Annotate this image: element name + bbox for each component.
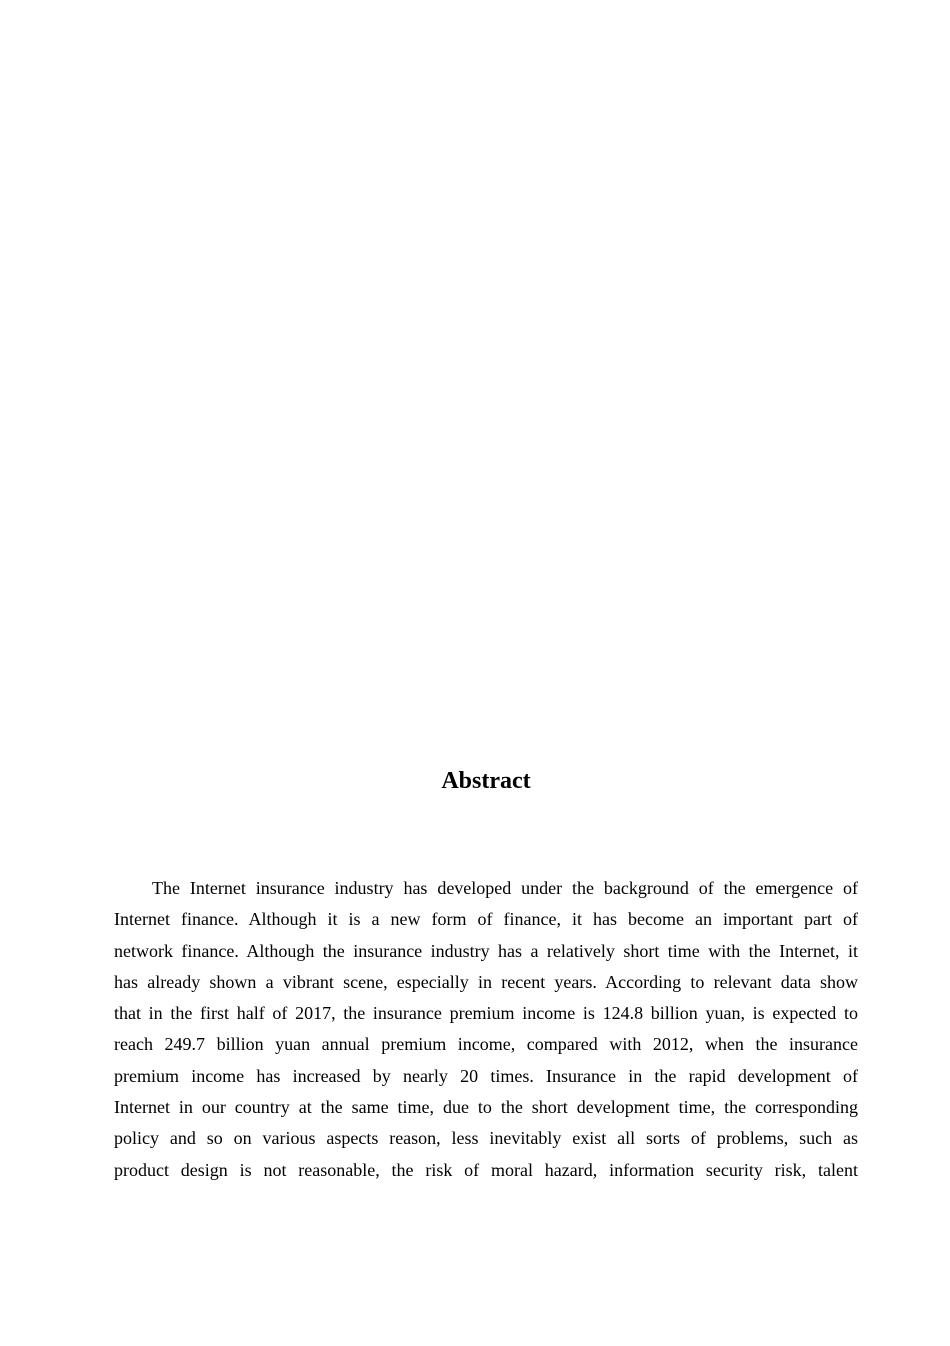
abstract-line: network finance. Although the insurance industry has a relatively short time with the Internet, it bbox=[114, 940, 858, 961]
abstract-paragraph bbox=[114, 873, 858, 1186]
abstract-line: premium income has increased by nearly 20 times. Insurance in the rapid development of bbox=[114, 1065, 858, 1086]
abstract-line: Internet in our country at the same time, due to the short development time, the corresponding bbox=[114, 1097, 858, 1118]
abstract-line: Internet finance. Although it is a new form of finance, it has become an important part of bbox=[114, 909, 858, 930]
abstract-line: The Internet insurance industry has developed under the background of the emergence of bbox=[152, 878, 858, 898]
abstract-heading: Abstract bbox=[441, 768, 531, 794]
abstract-line: product design is not reasonable, the risk of moral hazard, information security risk, talent bbox=[114, 1159, 858, 1180]
abstract-line: that in the first half of 2017, the insurance premium income is 124.8 billion yuan, is expected to bbox=[114, 1003, 858, 1024]
abstract-line: reach 249.7 billion yuan annual premium income, compared with 2012, when the insurance bbox=[114, 1034, 858, 1055]
abstract-line: has already shown a vibrant scene, especially in recent years. According to relevant data show bbox=[114, 971, 858, 992]
abstract-line: policy and so on various aspects reason, less inevitably exist all sorts of problems, such as bbox=[114, 1128, 858, 1149]
